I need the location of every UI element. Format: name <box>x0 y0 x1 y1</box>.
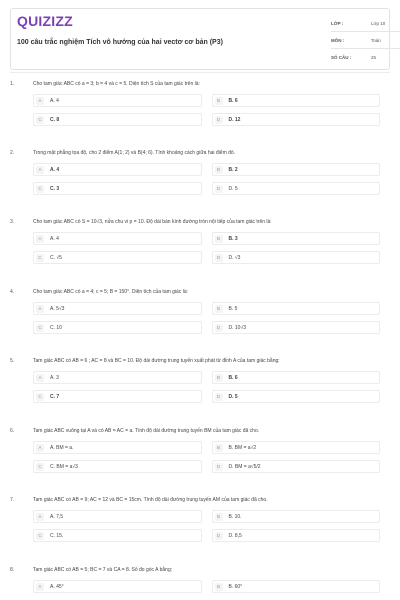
option-a[interactable] <box>33 441 202 454</box>
option-c[interactable] <box>33 113 202 126</box>
option-text: D. 12 <box>228 116 241 123</box>
option-a[interactable] <box>33 302 202 315</box>
option-d[interactable] <box>212 113 381 126</box>
option-letter: A <box>36 97 44 105</box>
option-letter: A <box>36 583 44 591</box>
option-letter: C <box>36 324 44 332</box>
question-text: Trong mặt phẳng tọa độ, cho 2 điểm A(1; 2) và B(4; 6). Tính khoảng cách giữa hai điểm đó. <box>33 150 236 156</box>
option-letter: B <box>215 444 223 452</box>
worksheet-title: 100 câu trắc nghiệm Tích vô hướng của hai vectơ cơ bản (P3) <box>17 39 223 46</box>
option-a[interactable] <box>33 580 202 593</box>
option-text: A. BM = a. <box>50 444 74 451</box>
option-text: A. 45° <box>50 583 64 590</box>
question-number: 3. <box>10 219 15 225</box>
question-4 <box>10 289 390 334</box>
option-letter: B <box>215 374 223 382</box>
question-1 <box>10 81 390 126</box>
question-text: Tam giác ABC có AB = 6 ; AC = 8 và BC = 10. Độ dài đường trung tuyến xuất phát từ đỉnh A của tam giác bằng: <box>33 358 280 364</box>
question-number: 6. <box>10 428 15 434</box>
meta-row-subject <box>331 32 400 49</box>
meta-value: 25 <box>371 54 377 60</box>
option-c[interactable] <box>33 321 202 334</box>
option-letter: A <box>36 444 44 452</box>
option-text: B. 6 <box>228 374 238 381</box>
question-6 <box>10 428 390 473</box>
option-a[interactable] <box>33 232 202 245</box>
header-divider <box>10 72 390 73</box>
option-b[interactable] <box>212 94 381 107</box>
question-text: Tam giác ABC vuông tại A và có AB = AC = a. Tính độ dài đường trung tuyến BM của tam giác đã cho. <box>33 428 260 434</box>
option-c[interactable] <box>33 529 202 542</box>
question-text: Cho tam giác ABC có a = 3; b = 4 và c = 5. Diện tích S của tam giác trên là: <box>33 81 200 87</box>
option-letter: B <box>215 97 223 105</box>
option-text: D. 8,5 <box>228 532 242 539</box>
option-text: B. 60° <box>228 583 243 590</box>
option-text: A. 5√3 <box>50 305 65 312</box>
option-c[interactable] <box>33 460 202 473</box>
option-d[interactable] <box>212 321 381 334</box>
quizizz-logo: QUIZIZZ <box>17 13 73 29</box>
option-text: C. 8 <box>50 116 60 123</box>
option-letter: A <box>36 235 44 243</box>
option-d[interactable] <box>212 251 381 264</box>
question-2 <box>10 150 390 195</box>
meta-row-class <box>331 15 400 32</box>
option-d[interactable] <box>212 460 381 473</box>
question-3 <box>10 219 390 264</box>
option-b[interactable] <box>212 163 381 176</box>
option-letter: C <box>36 185 44 193</box>
option-letter: A <box>36 305 44 313</box>
option-b[interactable] <box>212 510 381 523</box>
option-letter: D <box>215 254 223 262</box>
option-text: B. 2 <box>228 166 238 173</box>
option-text: D. 10√3 <box>228 324 246 331</box>
option-letter: C <box>36 463 44 471</box>
option-text: A. 4 <box>50 97 59 104</box>
option-b[interactable] <box>212 371 381 384</box>
option-text: B. 5 <box>228 305 238 312</box>
option-letter: D <box>215 532 223 540</box>
option-letter: B <box>215 583 223 591</box>
option-text: A. 7,5 <box>50 513 64 520</box>
option-letter: B <box>215 235 223 243</box>
question-number: 8. <box>10 567 15 573</box>
option-a[interactable] <box>33 94 202 107</box>
meta-row-count <box>331 49 400 65</box>
question-number: 5. <box>10 358 15 364</box>
option-letter: C <box>36 254 44 262</box>
question-number: 1. <box>10 81 15 87</box>
option-text: C. BM = a√3 <box>50 463 78 470</box>
option-letter: A <box>36 166 44 174</box>
question-text: Cho tam giác ABC có a = 4; c = 5; B = 150°. Diện tích của tam giác là: <box>33 289 188 295</box>
meta-label: MÔN : <box>331 37 345 43</box>
option-c[interactable] <box>33 390 202 403</box>
option-text: D. √3 <box>228 254 241 261</box>
question-text: Tam giác ABC có AB = 5; BC = 7 và CA = 8. Số đo góc A bằng: <box>33 567 173 573</box>
option-letter: B <box>215 305 223 313</box>
option-text: B. 6 <box>228 97 238 104</box>
option-a[interactable] <box>33 163 202 176</box>
option-text: C. 3 <box>50 185 60 192</box>
option-text: C. 15. <box>50 532 64 539</box>
question-number: 4. <box>10 289 15 295</box>
option-d[interactable] <box>212 529 381 542</box>
option-letter: D <box>215 324 223 332</box>
option-text: B. BM = a√2 <box>228 444 257 451</box>
option-c[interactable] <box>33 182 202 195</box>
option-text: C. 7 <box>50 393 60 400</box>
option-text: B. 10. <box>228 513 242 520</box>
meta-label: LỚP : <box>331 20 344 26</box>
meta-value: Lớp 10 <box>371 20 386 26</box>
option-c[interactable] <box>33 251 202 264</box>
meta-value: Toán <box>371 37 381 43</box>
question-7 <box>10 497 390 542</box>
option-letter: D <box>215 393 223 401</box>
question-number: 2. <box>10 150 15 156</box>
option-a[interactable] <box>33 371 202 384</box>
option-letter: C <box>36 532 44 540</box>
worksheet-header <box>10 8 390 70</box>
option-b[interactable] <box>212 232 381 245</box>
question-number: 7. <box>10 497 15 503</box>
option-b[interactable] <box>212 302 381 315</box>
option-text: D. 5 <box>228 393 238 400</box>
meta-table <box>331 15 400 65</box>
option-b[interactable] <box>212 580 381 593</box>
question-text: Tam giác ABC có AB = 9; AC = 12 và BC = 15cm. Tính độ dài đường trung tuyến AM của tam giác đã cho. <box>33 497 268 503</box>
option-letter: D <box>215 185 223 193</box>
meta-label: SỐ CÂU : <box>331 54 352 60</box>
option-text: A. 4 <box>50 235 59 242</box>
option-d[interactable] <box>212 390 381 403</box>
question-text: Cho tam giác ABC có S = 10√3, nửa chu vi p = 10. Độ dài bán kính đường tròn nội tiếp của tam giác trên là: <box>33 219 272 225</box>
option-letter: C <box>36 393 44 401</box>
option-text: A. 4 <box>50 166 60 173</box>
option-letter: B <box>215 166 223 174</box>
option-letter: C <box>36 116 44 124</box>
option-letter: A <box>36 513 44 521</box>
question-5 <box>10 358 390 403</box>
option-b[interactable] <box>212 441 381 454</box>
option-a[interactable] <box>33 510 202 523</box>
option-text: D. BM = a√5/2 <box>228 463 261 470</box>
option-text: C. √5 <box>50 254 62 261</box>
option-letter: D <box>215 463 223 471</box>
option-letter: D <box>215 116 223 124</box>
option-text: B. 3 <box>228 235 238 242</box>
option-letter: A <box>36 374 44 382</box>
option-text: D. 5 <box>228 185 238 192</box>
option-text: C. 10 <box>50 324 62 331</box>
option-letter: B <box>215 513 223 521</box>
option-text: A. 3 <box>50 374 59 381</box>
option-d[interactable] <box>212 182 381 195</box>
question-8 <box>10 567 390 593</box>
